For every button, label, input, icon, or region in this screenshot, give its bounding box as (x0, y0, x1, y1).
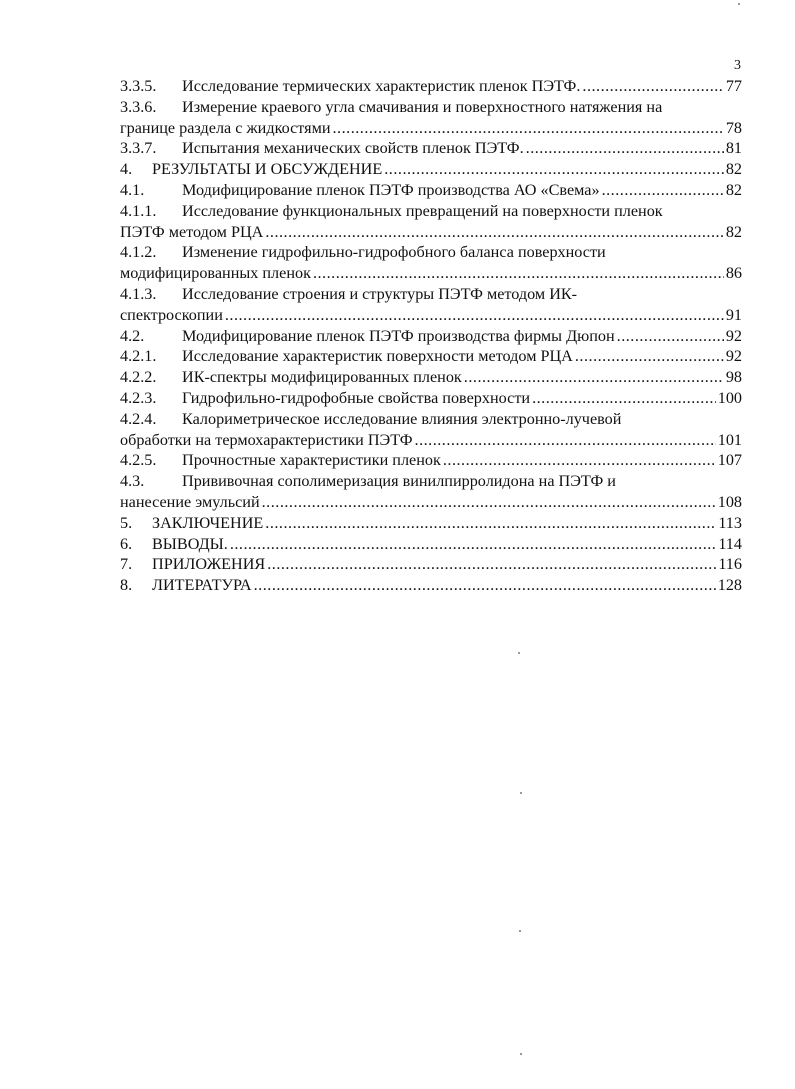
toc-entry-number: 5. (120, 513, 133, 532)
toc-entry-title[interactable]: Прививочная сополимеризация винилпирролидона на ПЭТФ и (182, 472, 616, 491)
toc-entry-title[interactable]: ПРИЛОЖЕНИЯ (152, 555, 266, 574)
toc-entry-number: 4.1. (120, 180, 145, 199)
dot-leader (532, 388, 716, 409)
toc-entry-title[interactable]: модифицированных пленок (120, 264, 311, 283)
toc-entry-title[interactable]: Исследование характеристик поверхности методом РЦА (182, 347, 573, 366)
toc-entry[interactable] (120, 118, 742, 139)
scan-speck (520, 792, 522, 794)
scan-speck (520, 1053, 522, 1055)
toc-page-ref: 128 (717, 576, 742, 595)
toc-entry-number: 3.3.6. (120, 97, 157, 116)
dot-leader (333, 118, 724, 139)
toc-page-ref: 113 (718, 513, 742, 532)
dot-leader (262, 492, 716, 513)
dot-leader (526, 138, 724, 159)
toc-entry-first-line (120, 201, 742, 222)
toc-entry-number: 4.2.5. (120, 451, 157, 470)
toc-page-ref: 114 (718, 534, 742, 553)
toc-entry-title[interactable]: обработки на термохарактеристики ПЭТФ (120, 430, 413, 449)
toc-entry-title[interactable]: границе раздела с жидкостями (120, 118, 331, 137)
toc-entry[interactable] (120, 222, 742, 243)
toc-entry-number: 4.3. (120, 472, 145, 491)
toc-entry[interactable] (120, 513, 742, 534)
toc-page-ref: 86 (725, 264, 742, 283)
toc-entry-number: 4.2.1. (120, 347, 157, 366)
dot-leader (265, 513, 716, 534)
scan-speck (738, 3, 740, 5)
dot-leader (443, 450, 716, 471)
toc-entry-title[interactable]: Испытания механических свойств пленок ПЭТФ. (182, 139, 524, 158)
toc-entry-title[interactable]: Изменение гидрофильно-гидрофобного баланса поверхности (182, 243, 606, 262)
toc-entry[interactable] (120, 138, 742, 159)
dot-leader (230, 534, 717, 555)
toc-page-ref: 107 (717, 451, 742, 470)
toc-entry[interactable] (120, 305, 742, 326)
dot-leader (265, 222, 723, 243)
toc-entry[interactable] (120, 554, 742, 575)
toc-entry-title[interactable]: спектроскопии (120, 305, 223, 324)
toc-entry[interactable] (120, 346, 742, 367)
toc-entry[interactable] (120, 534, 742, 555)
toc-entry-number: 4.2.4. (120, 409, 157, 428)
toc-entry-number: 6. (120, 534, 133, 553)
toc-entry-number: 4.2.3. (120, 388, 157, 407)
toc-entry-title[interactable]: ЛИТЕРАТУРА (152, 576, 252, 595)
page-number: 3 (734, 58, 741, 73)
toc-entry[interactable] (120, 430, 742, 451)
toc-entry-first-line (120, 284, 742, 305)
toc-page-ref: 81 (725, 139, 742, 158)
toc-entry-first-line (120, 97, 742, 118)
toc-entry-title[interactable]: ИК-спектры модифицированных пленок (182, 368, 462, 387)
toc-entry[interactable] (120, 388, 742, 409)
toc-page-ref: 82 (725, 180, 742, 199)
toc-page-ref: 100 (717, 388, 742, 407)
toc-entry-title[interactable]: ЗАКЛЮЧЕНИЕ (152, 513, 264, 532)
toc-entry-title[interactable]: ПЭТФ методом РЦА (120, 222, 264, 241)
dot-leader (384, 159, 724, 180)
toc-entry[interactable] (120, 450, 742, 471)
dot-leader (313, 263, 724, 284)
toc-page-ref: 77 (725, 77, 742, 95)
toc-entry-title[interactable]: Измерение краевого угла смачивания и поверхностного натяжения на (182, 97, 663, 116)
toc-entry-first-line (120, 471, 742, 492)
toc-page-ref: 116 (718, 555, 742, 574)
toc-entry-title[interactable]: нанесение эмульсий (120, 492, 260, 511)
toc-entry[interactable] (120, 159, 742, 180)
toc-entry-title[interactable]: ВЫВОДЫ. (152, 534, 228, 553)
dot-leader (602, 180, 724, 201)
dot-leader (225, 305, 724, 326)
toc-entry-number: 4.1.3. (120, 284, 157, 303)
toc-entry-title[interactable]: Прочностные характеристики пленок (182, 451, 441, 470)
dot-leader (575, 346, 724, 367)
toc-entry-title[interactable]: Гидрофильно-гидрофобные свойства поверхности (182, 388, 531, 407)
toc-page-ref: 101 (717, 430, 742, 449)
scan-speck (519, 930, 521, 932)
toc-entry-title[interactable]: Исследование строения и структуры ПЭТФ методом ИК- (182, 284, 578, 303)
toc-entry-number: 8. (120, 576, 133, 595)
table-of-contents (120, 76, 742, 596)
toc-page-ref: 82 (725, 222, 742, 241)
toc-entry-title[interactable]: РЕЗУЛЬТАТЫ И ОБСУЖДЕНИЕ (152, 160, 383, 179)
toc-entry[interactable] (120, 263, 742, 284)
toc-entry[interactable] (120, 575, 742, 596)
toc-entry[interactable] (120, 492, 742, 513)
toc-entry-title[interactable]: Модифицирование пленок ПЭТФ производства АО «Свема» (182, 180, 600, 199)
scan-speck (518, 652, 520, 654)
toc-page-ref: 108 (717, 492, 742, 511)
toc-entry-number: 4.2. (120, 326, 145, 345)
toc-entry-number: 3.3.5. (120, 77, 157, 95)
dot-leader (464, 367, 724, 388)
toc-page-ref: 78 (725, 118, 742, 137)
toc-entry-first-line (120, 409, 742, 430)
dot-leader (254, 575, 716, 596)
toc-entry-title[interactable]: Калориметрическое исследование влияния электронно-лучевой (182, 409, 622, 428)
dot-leader (267, 554, 716, 575)
toc-page-ref: 92 (725, 347, 742, 366)
dot-leader (617, 326, 724, 347)
toc-entry[interactable] (120, 76, 742, 97)
toc-entry[interactable] (120, 326, 742, 347)
toc-entry-number: 4.1.2. (120, 243, 157, 262)
toc-entry-first-line (120, 242, 742, 263)
toc-entry-title[interactable]: Исследование функциональных превращений на поверхности пленок (182, 201, 663, 220)
toc-page-ref: 91 (725, 305, 742, 324)
toc-entry-number: 7. (120, 555, 133, 574)
toc-page-ref: 82 (725, 160, 742, 179)
toc-entry-number: 4.2.2. (120, 368, 157, 387)
toc-entry[interactable] (120, 367, 742, 388)
toc-entry[interactable] (120, 180, 742, 201)
dot-leader (415, 430, 716, 451)
toc-entry-title[interactable]: Модифицирование пленок ПЭТФ производства фирмы Дюпон (182, 326, 615, 345)
toc-entry-number: 3.3.7. (120, 139, 157, 158)
toc-page-ref: 98 (725, 368, 742, 387)
dot-leader (582, 76, 723, 97)
toc-entry-number: 4. (120, 160, 133, 179)
toc-entry-title[interactable]: Исследование термических характеристик пленок ПЭТФ. (182, 77, 581, 95)
toc-entry-number: 4.1.1. (120, 201, 157, 220)
toc-page-ref: 92 (725, 326, 742, 345)
